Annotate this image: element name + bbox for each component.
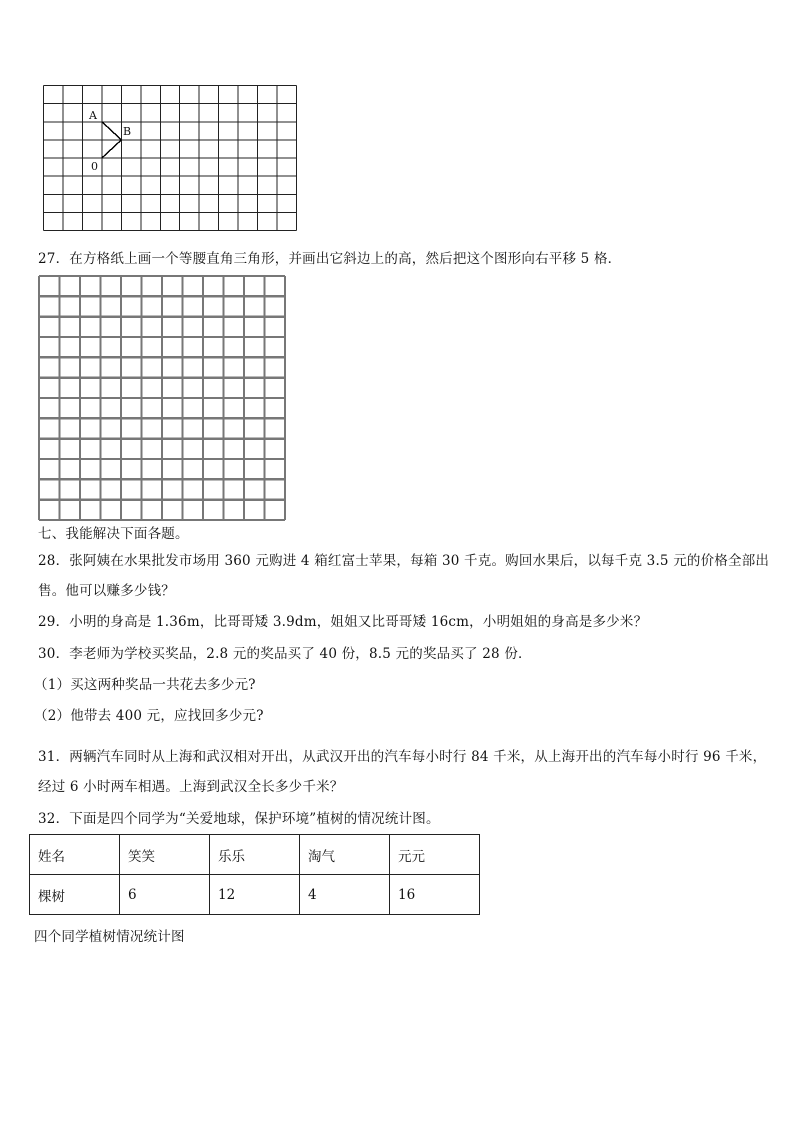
point-label-a: A — [89, 109, 97, 122]
table-cell: 6 — [120, 875, 210, 915]
figure-grid-27 — [38, 275, 286, 521]
table-cell: 乐乐 — [210, 835, 300, 875]
point-label-o: 0 — [91, 160, 98, 173]
question-30: 30．李老师为学校买奖品，2.8 元的奖品买了 40 份，8.5 元的奖品买了 28 份． — [38, 646, 532, 662]
question-27: 27．在方格纸上画一个等腰直角三角形，并画出它斜边上的高，然后把这个图形向右平移 5 格． — [38, 251, 622, 267]
question-28-line-1: 28．张阿姨在水果批发市场用 360 元购进 4 箱红富士苹果，每箱 30 千克。购回水果后，以每千克 3.5 元的价格全部出 — [38, 553, 770, 569]
table-cell: 笑笑 — [120, 835, 210, 875]
question-31-line-1: 31．两辆汽车同时从上海和武汉相对开出，从武汉开出的汽车每小时行 84 千米，从上海开出的汽车每小时行 96 千米， — [38, 749, 767, 765]
table-cell: 元元 — [390, 835, 480, 875]
point-label-b: B — [123, 125, 132, 138]
table-cell: 姓名 — [30, 835, 120, 875]
grid-26-svg — [43, 85, 297, 231]
question-28-line-2: 售。他可以赚多少钱？ — [38, 583, 175, 599]
question-32: 32．下面是四个同学为“关爱地球，保护环境”植树的情况统计图。 — [38, 811, 440, 827]
question-29: 29．小明的身高是 1.36m，比哥哥矮 3.9dm，姐姐又比哥哥矮 16cm，小明姐姐的身高是多少米？ — [38, 614, 648, 630]
tree-planting-table — [29, 834, 480, 915]
table-cell: 12 — [210, 875, 300, 915]
table-row — [30, 875, 480, 915]
section-7-heading: 七、我能解决下面各题。 — [38, 526, 189, 542]
table-cell: 淘气 — [300, 835, 390, 875]
figure-grid-26 — [43, 85, 297, 231]
grid-27-svg — [38, 275, 286, 521]
table-cell: 棵树 — [30, 875, 120, 915]
question-30-part-2: （2）他带去 400 元，应找回多少元? — [34, 708, 264, 724]
chart-caption: 四个同学植树情况统计图 — [34, 929, 185, 945]
segment-bo — [102, 140, 121, 158]
table-cell: 4 — [300, 875, 390, 915]
question-31-line-2: 经过 6 小时两车相遇。上海到武汉全长多少千米？ — [38, 779, 344, 795]
segment-ab — [102, 122, 121, 140]
question-30-part-1: （1）买这两种奖品一共花去多少元? — [34, 677, 256, 693]
table-cell: 16 — [390, 875, 480, 915]
table-header-row — [30, 835, 480, 875]
